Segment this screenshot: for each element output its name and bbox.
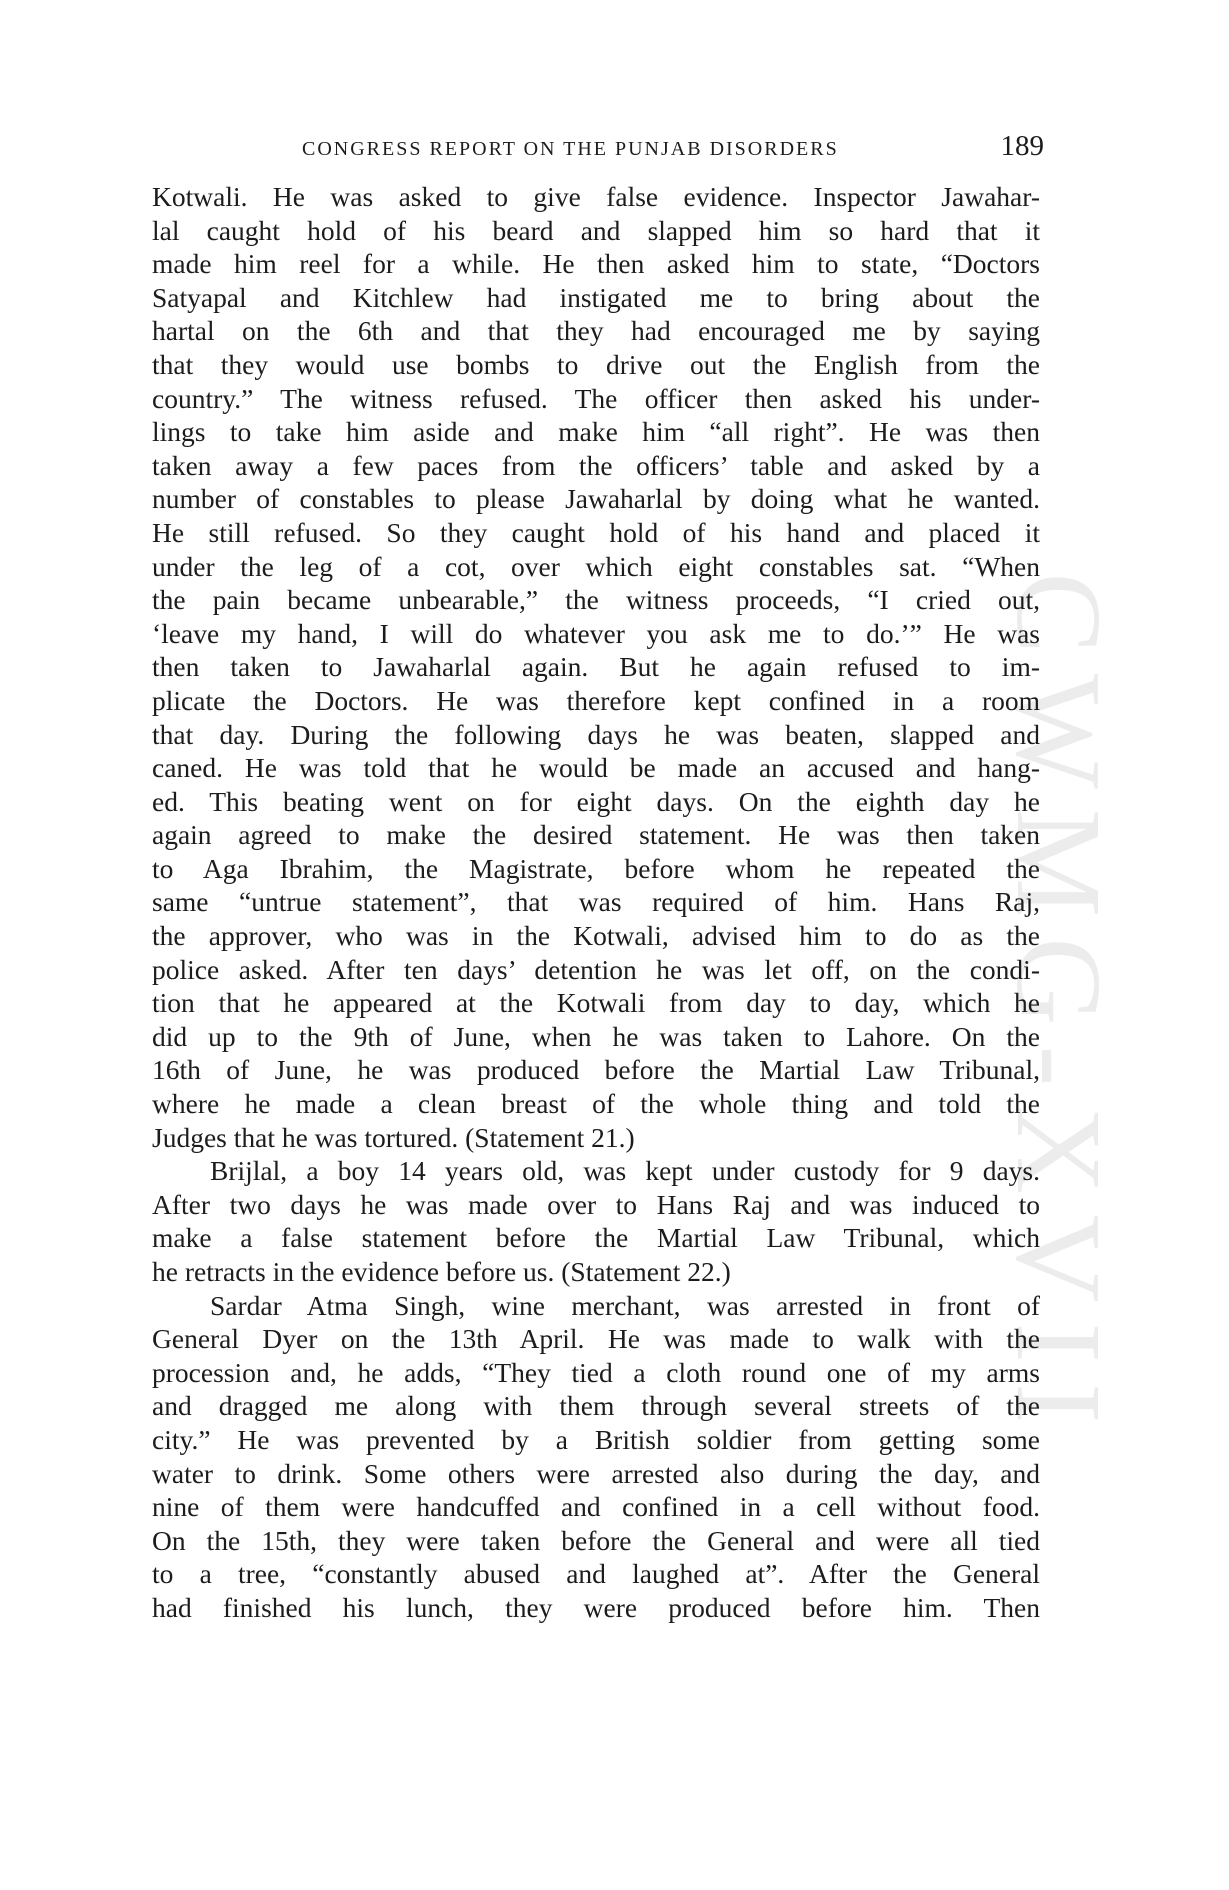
- watermark: CWMG-XVII: [991, 572, 1126, 1444]
- text-line: country.” The witness refused. The officer then asked his under-: [152, 382, 1040, 414]
- text-line: had finished his lunch, they were produced before him. Then: [152, 1591, 1040, 1623]
- text-line: ed. This beating went on for eight days. On the eighth day he: [152, 785, 1040, 817]
- text-line: number of constables to please Jawaharlal by doing what he wanted.: [152, 483, 1040, 515]
- text-line: Kotwali. He was asked to give false evidence. Inspector Jawahar-: [152, 181, 1040, 212]
- text-line: that they would use bombs to drive out the English from the: [152, 348, 1040, 380]
- text-line: to Aga Ibrahim, the Magistrate, before whom he repeated the: [152, 852, 1040, 884]
- text-line: hartal on the 6th and that they had encouraged me by saying: [152, 315, 1040, 347]
- running-header: [152, 128, 1044, 168]
- text-line: 16th of June, he was produced before the Martial Law Tribunal,: [152, 1054, 1040, 1086]
- text-line: then taken to Jawaharlal again. But he again refused to im-: [152, 651, 1040, 683]
- text-line: that day. During the following days he was beaten, slapped and: [152, 718, 1040, 750]
- text-line: nine of them were handcuffed and confined in a cell without food.: [152, 1491, 1040, 1523]
- text-line: Sardar Atma Singh, wine merchant, was arrested in front of: [210, 1289, 1040, 1321]
- text-line: under the leg of a cot, over which eight constables sat. “When: [152, 550, 1040, 582]
- text-line: General Dyer on the 13th April. He was made to walk with the: [152, 1323, 1040, 1355]
- text-line: where he made a clean breast of the whole thing and told the: [152, 1088, 1040, 1120]
- text-line: he retracts in the evidence before us. (Statement 22.): [152, 1256, 731, 1287]
- text-line: procession and, he adds, “They tied a cloth round one of my arms: [152, 1356, 1040, 1388]
- paragraph: [152, 180, 1040, 1154]
- running-title: CONGRESS REPORT ON THE PUNJAB DISORDERS: [302, 138, 839, 160]
- text-line: lal caught hold of his beard and slapped him so hard that it: [152, 214, 1040, 246]
- paragraph: [152, 1154, 1040, 1288]
- text-line: lings to take him aside and make him “all right”. He was then: [152, 416, 1040, 448]
- page-number: 189: [1000, 130, 1044, 162]
- text-line: the approver, who was in the Kotwali, advised him to do as the: [152, 920, 1040, 952]
- body-text: [152, 180, 1040, 1625]
- text-line: Satyapal and Kitchlew had instigated me to bring about the: [152, 281, 1040, 313]
- text-line: again agreed to make the desired statement. He was then taken: [152, 819, 1040, 851]
- text-line: Brijlal, a boy 14 years old, was kept under custody for 9 days.: [210, 1155, 1040, 1187]
- text-line: On the 15th, they were taken before the General and were all tied: [152, 1524, 1040, 1556]
- text-line: He still refused. So they caught hold of his hand and placed it: [152, 516, 1040, 548]
- text-line: did up to the 9th of June, when he was taken to Lahore. On the: [152, 1020, 1040, 1052]
- text-line: caned. He was told that he would be made an accused and hang-: [152, 752, 1040, 784]
- text-line: water to drink. Some others were arrested also during the day, and: [152, 1457, 1040, 1489]
- text-line: make a false statement before the Martial Law Tribunal, which: [152, 1222, 1040, 1254]
- text-line: tion that he appeared at the Kotwali from day to day, which he: [152, 987, 1040, 1019]
- text-line: police asked. After ten days’ detention he was let off, on the condi-: [152, 953, 1040, 985]
- text-line: made him reel for a while. He then asked him to state, “Doctors: [152, 248, 1040, 280]
- text-line: and dragged me along with them through several streets of the: [152, 1390, 1040, 1422]
- text-line: city.” He was prevented by a British soldier from getting some: [152, 1423, 1040, 1455]
- text-line: to a tree, “constantly abused and laughed at”. After the General: [152, 1558, 1040, 1590]
- text-line: Judges that he was tortured. (Statement 21.): [152, 1121, 635, 1153]
- text-line: ‘leave my hand, I will do whatever you ask me to do.’” He was: [152, 617, 1040, 649]
- text-line: plicate the Doctors. He was therefore kept confined in a room: [152, 684, 1040, 716]
- text-line: taken away a few paces from the officers’ table and asked by a: [152, 449, 1040, 481]
- text-line: After two days he was made over to Hans Raj and was induced to: [152, 1188, 1040, 1220]
- text-line: same “untrue statement”, that was required of him. Hans Raj,: [152, 886, 1040, 918]
- text-line: the pain became unbearable,” the witness proceeds, “I cried out,: [152, 584, 1040, 616]
- paragraph: [152, 1289, 1040, 1625]
